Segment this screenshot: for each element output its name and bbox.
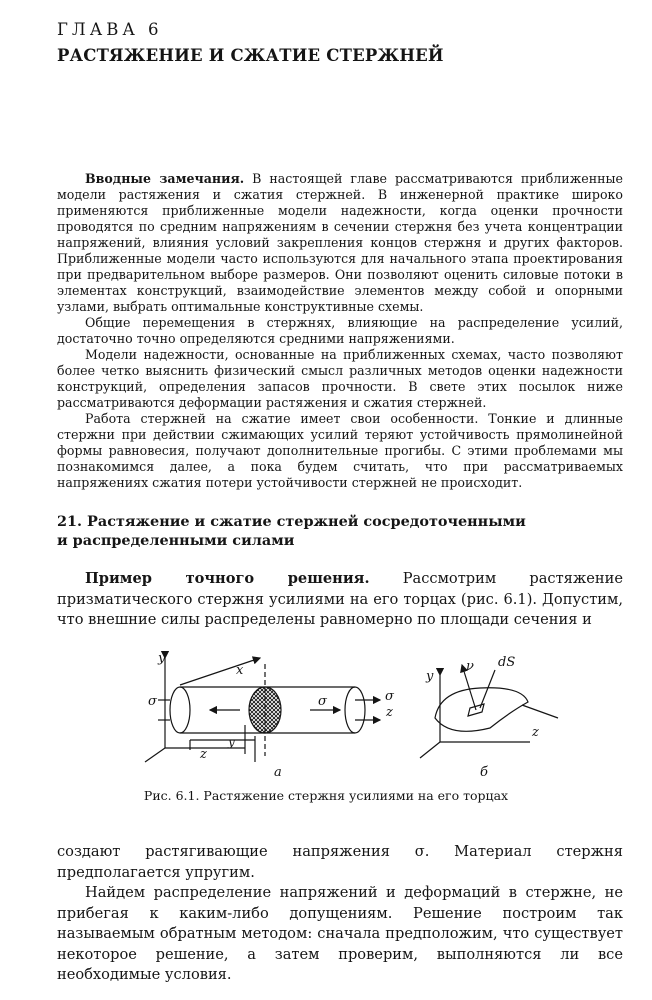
intro-paragraph-3: Модели надежности, основанные на приближенных схемах, часто позволяют более четко выяснить физический смысл различных методов оценки надежности конструкций, определения запасов прочности. В свете этих посылок ниже рассматриваются деформации растяжения и сжатия стержней. bbox=[57, 347, 623, 410]
label-sigma-mid: σ bbox=[318, 694, 327, 709]
body-text-top bbox=[57, 569, 623, 631]
label-sigma-left: σ bbox=[148, 694, 157, 709]
section-heading-line-2: и распределенными силами bbox=[57, 532, 295, 549]
section-heading-line-1: 21. Растяжение и сжатие стержней сосредоточенными bbox=[57, 513, 526, 530]
figure-caption: Рис. 6.1. Растяжение стержня усилиями на его торцах bbox=[143, 788, 509, 803]
intro-text-1: В настоящей главе рассматриваются приближенные модели растяжения и сжатия стержней. В инженерной практике широко применяются приближенные модели надежности, когда оценки прочности проводятся по средним напряжениям в сечении стержня без учета концентрации напряжений, влияния условий закрепления концов стержня и других факторов. Приближенные модели часто используются для начального этапа проектирования при предварительном выборе размеров. Они позволяют оценить силовые потоки в элементах конструкций, взаимодействие элементов между собой и опорными узлами, выбрать оптимальные конструктивные схемы. bbox=[57, 171, 624, 314]
label-y-small: y bbox=[228, 735, 235, 749]
body-paragraph-1 bbox=[57, 569, 623, 631]
chapter-title: РАСТЯЖЕНИЕ И СЖАТИЕ СТЕРЖНЕЙ bbox=[57, 46, 444, 65]
body-lead: Пример точного решения. bbox=[85, 570, 370, 587]
label-b-axis-y: y bbox=[426, 669, 434, 684]
figure-6-1 bbox=[150, 650, 562, 780]
label-axis-z: z bbox=[200, 747, 207, 762]
body-paragraph-2: создают растягивающие напряжения σ. Материал стержня предполагается упругим. bbox=[57, 843, 623, 881]
label-ds: dS bbox=[498, 655, 516, 670]
intro-lead: Вводные замечания. bbox=[85, 171, 245, 186]
label-sigma-right: σ bbox=[385, 689, 394, 704]
intro-paragraph-4: Работа стержней на сжатие имеет свои особенности. Тонкие и длинные стержни при действии сжимающих усилий теряют устойчивость прямолинейной формы равновесия, получают дополнительные прогибы. С этими проблемами мы познакомимся далее, а пока будем считать, что при рассматриваемых напряжениях сжатия потери устойчивости стержней не происходит. bbox=[57, 411, 623, 490]
intro-paragraph-2: Общие перемещения в стержнях, влияющие на распределение усилий, достаточно точно определяются средними напряжениями. bbox=[57, 315, 623, 346]
label-axis-y: y bbox=[158, 651, 166, 666]
label-axis-x: x bbox=[236, 663, 244, 678]
section-heading bbox=[57, 512, 617, 550]
body-text-1: Рассмотрим растяжение призматического стержня усилиями на его торцах (рис. 6.1). Допустим, что внешние силы распределены равномерно по площади сечения и bbox=[57, 570, 624, 628]
intro-paragraph-1 bbox=[57, 171, 623, 315]
chapter-label: ГЛАВА 6 bbox=[57, 20, 163, 39]
label-a: а bbox=[274, 765, 282, 780]
label-b: б bbox=[480, 765, 488, 780]
label-z-right: z bbox=[386, 705, 393, 720]
body-text-bottom bbox=[57, 842, 623, 986]
body-paragraph-3: Найдем распределение напряжений и деформаций в стержне, не прибегая к каким-либо допущениям. Решение построим так называемым обратным методом: сначала предположим, что существует некоторое решение, а затем проверим, выполняются ли все необходимые условия. bbox=[57, 884, 623, 983]
label-b-axis-z: z bbox=[532, 725, 539, 740]
rod-diagram bbox=[150, 650, 562, 780]
label-nu: ν bbox=[466, 659, 474, 674]
intro-section bbox=[57, 171, 623, 491]
